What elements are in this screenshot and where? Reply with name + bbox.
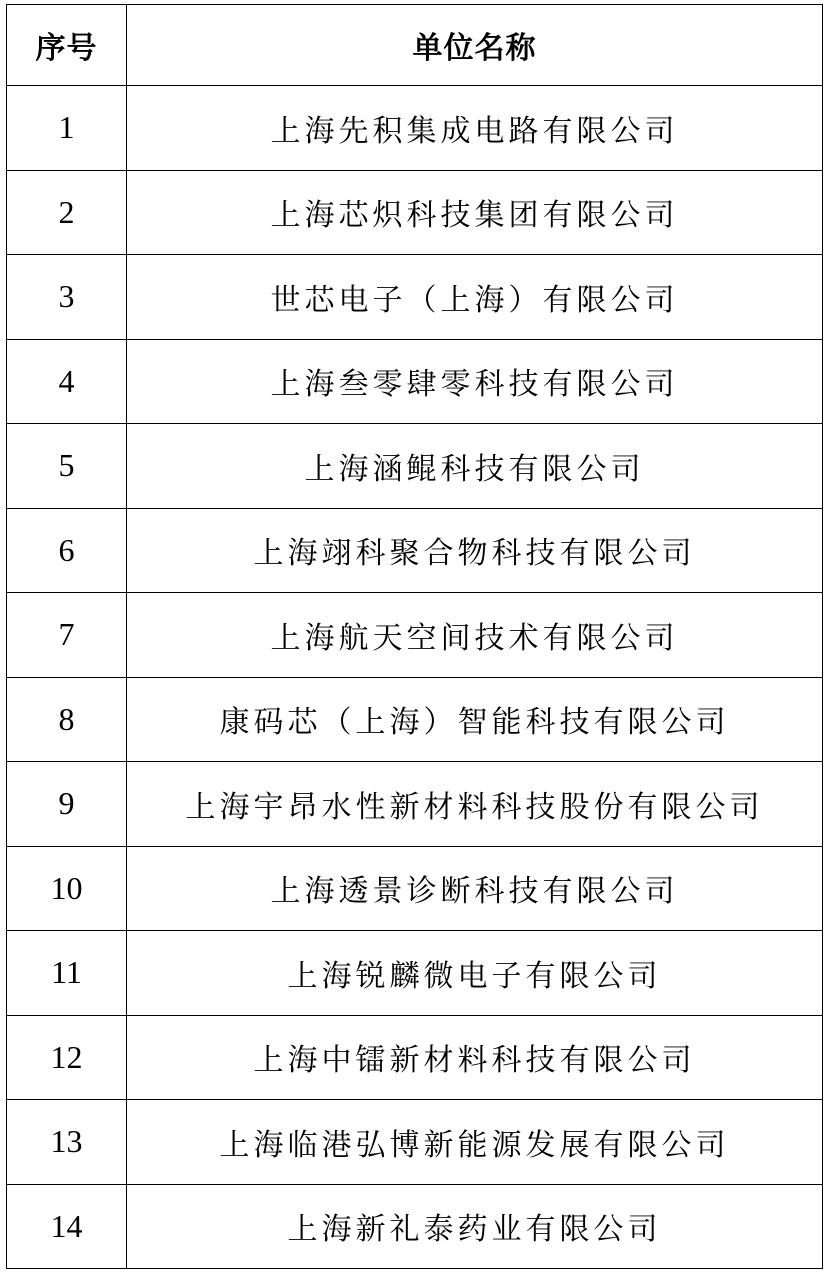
serial-number-cell: 7 [7, 593, 127, 678]
serial-number-cell: 1 [7, 86, 127, 171]
table-row [7, 1100, 823, 1185]
table-row [7, 424, 823, 509]
table-row [7, 931, 823, 1016]
table-row [7, 846, 823, 931]
serial-number-cell: 5 [7, 424, 127, 509]
company-name-cell: 上海翊科聚合物科技有限公司 [127, 508, 823, 593]
serial-number-cell: 12 [7, 1015, 127, 1100]
company-name-cell: 上海涵鲲科技有限公司 [127, 424, 823, 509]
serial-number-cell: 8 [7, 677, 127, 762]
table-row [7, 86, 823, 171]
table-row [7, 677, 823, 762]
serial-number-cell: 2 [7, 170, 127, 255]
header-company-name: 单位名称 [127, 5, 823, 86]
serial-number-cell: 10 [7, 846, 127, 931]
serial-number-cell: 14 [7, 1184, 127, 1269]
table-body [7, 86, 823, 1269]
header-serial-number: 序号 [7, 5, 127, 86]
serial-number-cell: 9 [7, 762, 127, 847]
company-name-cell: 上海叁零肆零科技有限公司 [127, 339, 823, 424]
serial-number-cell: 3 [7, 255, 127, 340]
company-name-cell: 上海新礼泰药业有限公司 [127, 1184, 823, 1269]
table-row [7, 593, 823, 678]
serial-number-cell: 4 [7, 339, 127, 424]
company-name-cell: 上海航天空间技术有限公司 [127, 593, 823, 678]
table-header [7, 5, 823, 86]
header-row [7, 5, 823, 86]
table-row [7, 1184, 823, 1269]
company-name-cell: 上海宇昂水性新材料科技股份有限公司 [127, 762, 823, 847]
company-name-cell: 上海芯炽科技集团有限公司 [127, 170, 823, 255]
table-row [7, 762, 823, 847]
serial-number-cell: 13 [7, 1100, 127, 1185]
table-row [7, 1015, 823, 1100]
serial-number-cell: 11 [7, 931, 127, 1016]
serial-number-cell: 6 [7, 508, 127, 593]
table-row [7, 339, 823, 424]
company-name-cell: 上海透景诊断科技有限公司 [127, 846, 823, 931]
company-list-table [6, 4, 823, 1269]
company-name-cell: 上海临港弘博新能源发展有限公司 [127, 1100, 823, 1185]
company-name-cell: 康码芯（上海）智能科技有限公司 [127, 677, 823, 762]
company-name-cell: 上海先积集成电路有限公司 [127, 86, 823, 171]
company-name-cell: 世芯电子（上海）有限公司 [127, 255, 823, 340]
company-name-cell: 上海锐麟微电子有限公司 [127, 931, 823, 1016]
table-row [7, 508, 823, 593]
table-row [7, 170, 823, 255]
table-row [7, 255, 823, 340]
company-name-cell: 上海中镭新材料科技有限公司 [127, 1015, 823, 1100]
